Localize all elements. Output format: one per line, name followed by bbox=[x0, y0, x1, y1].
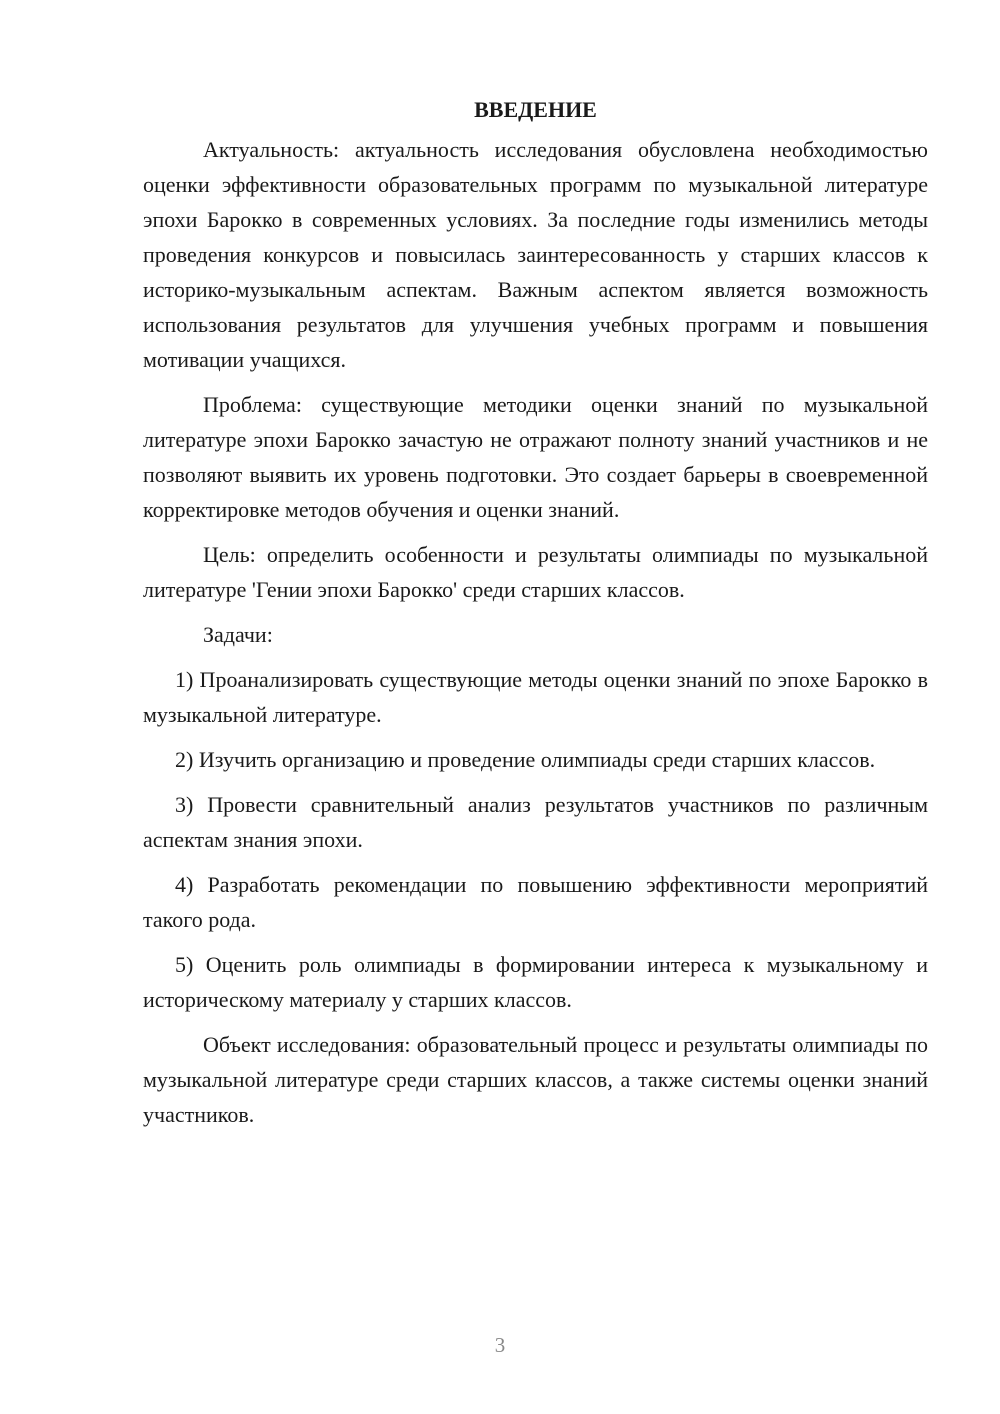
task-item: 2) Изучить организацию и проведение олимпиады среди старших классов. bbox=[175, 747, 876, 772]
section-title: ВВЕДЕНИЕ bbox=[474, 97, 597, 122]
task-item: 5) Оценить роль олимпиады в формировании интереса к музыкальному и историческому материалу у старших классов. bbox=[143, 952, 928, 1012]
document-page bbox=[143, 92, 928, 1142]
task-item: 1) Проанализировать существующие методы оценки знаний по эпохе Барокко в музыкальной литературе. bbox=[143, 667, 928, 727]
relevance-paragraph: Актуальность: актуальность исследования обусловлена необходимостью оценки эффективности образовательных программ по музыкальной литературе эпохи Барокко в современных условиях. За последние годы изменились методы проведения конкурсов и повысилась заинтересованность у старших классов к историко-музыкальным аспектам. Важным аспектом является возможность использования результатов для улучшения учебных программ и повышения мотивации учащихся. bbox=[143, 137, 928, 372]
task-item: 3) Провести сравнительный анализ результатов участников по различным аспектам знания эпохи. bbox=[143, 792, 928, 852]
tasks-heading: Задачи: bbox=[203, 622, 273, 647]
goal-paragraph: Цель: определить особенности и результаты олимпиады по музыкальной литературе 'Гении эпохи Барокко' среди старших классов. bbox=[143, 542, 928, 602]
task-item: 4) Разработать рекомендации по повышению эффективности мероприятий такого рода. bbox=[143, 872, 928, 932]
page-number: 3 bbox=[494, 1333, 506, 1357]
problem-paragraph: Проблема: существующие методики оценки знаний по музыкальной литературе эпохи Барокко зачастую не отражают полноту знаний участников и не позволяют выявить их уровень подготовки. Это создает барьеры в своевременной корректировке методов обучения и оценки знаний. bbox=[143, 392, 928, 522]
object-paragraph: Объект исследования: образовательный процесс и результаты олимпиады по музыкальной литературе среди старших классов, а также системы оценки знаний участников. bbox=[143, 1032, 928, 1127]
